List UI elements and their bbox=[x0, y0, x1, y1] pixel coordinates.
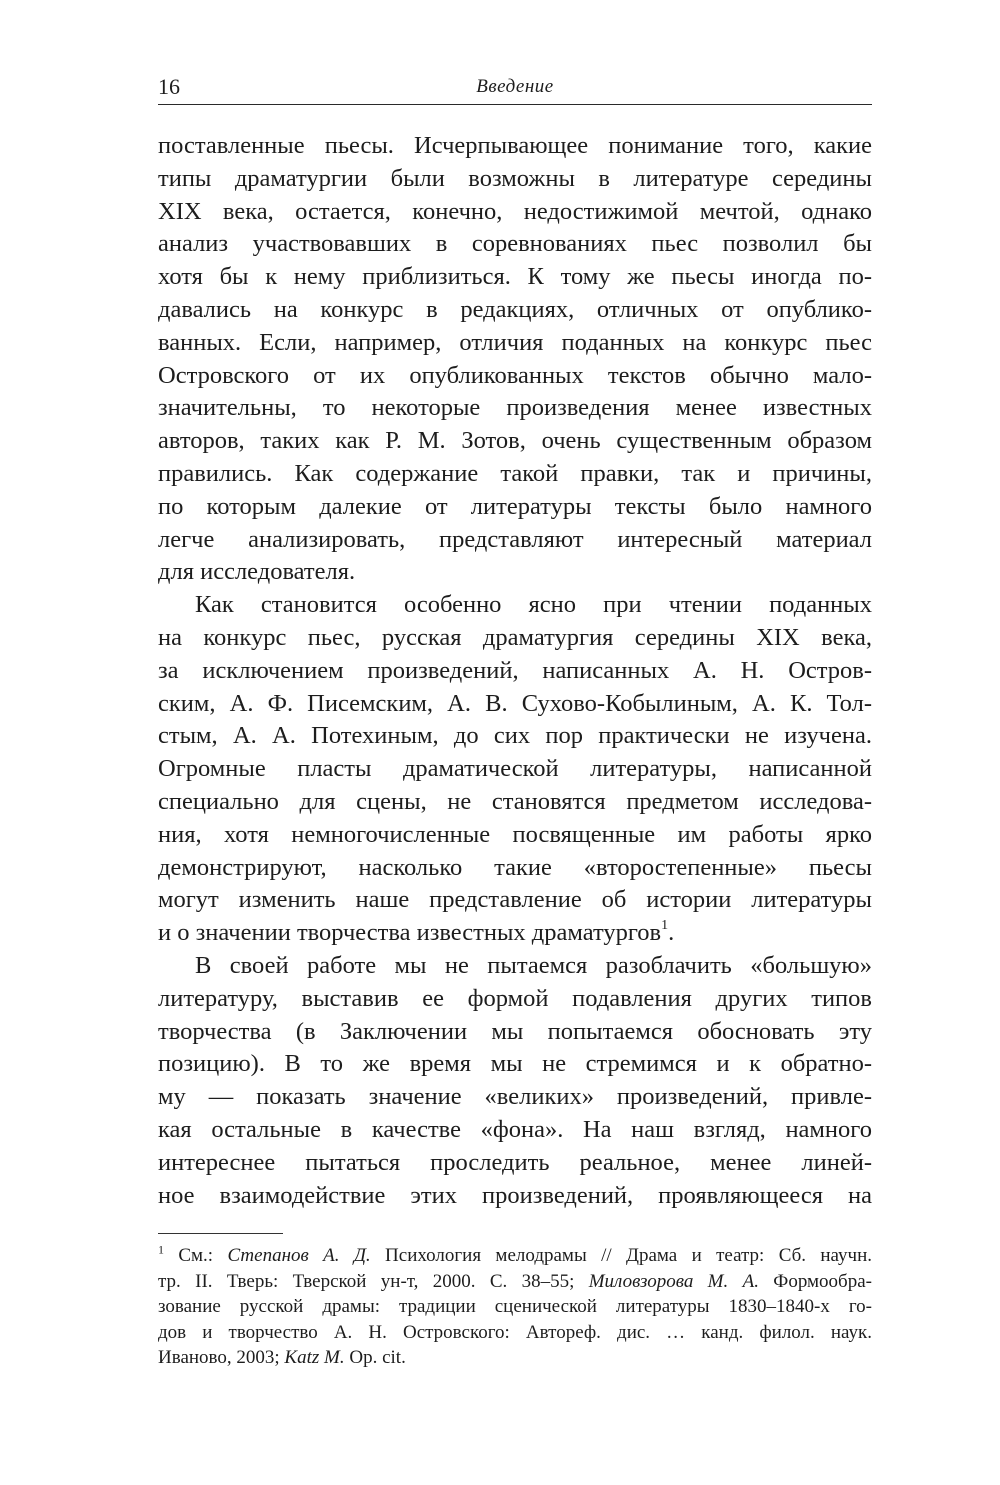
text-line: творчества (в Заключении мы попытаемся обосновать эту bbox=[158, 1017, 872, 1045]
text-line bbox=[158, 917, 872, 950]
footnote-text: Иваново, 2003; bbox=[158, 1347, 285, 1368]
page-number: 16 bbox=[158, 74, 180, 99]
text-line: литературу, выставив ее формой подавления других типов bbox=[158, 984, 872, 1012]
text-line: Островского от их опубликованных текстов обычно мало- bbox=[158, 361, 872, 389]
text-line: анализ участвовавших в соревнованиях пьес позволил бы bbox=[158, 230, 872, 258]
footnote-reference[interactable]: 1 bbox=[661, 917, 669, 933]
footnote-text: См.: bbox=[164, 1245, 228, 1266]
text-line: позицию). В то же время мы не стремимся и к обратно- bbox=[158, 1050, 872, 1078]
text-line: значительны, то некоторые произведения менее известных bbox=[158, 394, 872, 422]
footnote-marker: 1 bbox=[158, 1242, 164, 1257]
body-text bbox=[158, 130, 872, 1212]
text-line: поставленные пьесы. Исчерпывающее понимание того, какие bbox=[158, 132, 872, 159]
text-line: по которым далекие от литературы тексты было намного bbox=[158, 492, 872, 520]
footnote-author: Katz M. bbox=[284, 1347, 345, 1368]
text-line: ским, А. Ф. Писемским, А. В. Сухово-Кобылиным, А. К. Тол- bbox=[158, 689, 872, 717]
text-line: для исследователя. bbox=[158, 558, 356, 586]
text-line: стым, А. А. Потехиным, до сих пор практически не изучена. bbox=[158, 722, 872, 750]
text-line: могут изменить наше представление об истории литературы bbox=[158, 886, 872, 914]
text-line: XIX века, остается, конечно, недостижимой мечтой, однако bbox=[158, 197, 872, 225]
text-line-content: и о значении творчества известных драматургов bbox=[158, 919, 662, 947]
text-line: му — показать значение «великих» произведений, привле- bbox=[158, 1083, 872, 1111]
footnote-text: тр. II. Тверь: Тверской ун-т, 2000. С. 38–55; bbox=[158, 1270, 589, 1292]
text-line: за исключением произведений, написанных А. Н. Остров- bbox=[158, 656, 872, 684]
text-line: типы драматургии были возможны в литературе середины bbox=[158, 164, 872, 192]
text-line: на конкурс пьес, русская драматургия середины XIX века, bbox=[158, 623, 872, 651]
text-line: авторов, таких как Р. М. Зотов, очень существенным образом bbox=[158, 427, 872, 455]
footnote-divider bbox=[158, 1233, 283, 1234]
text-line: легче анализировать, представляют интересный материал bbox=[158, 525, 872, 553]
text-line: В своей работе мы не пытаемся разоблачить «большую» bbox=[195, 951, 872, 979]
footnote-line bbox=[158, 1243, 872, 1269]
footnote bbox=[158, 1243, 872, 1371]
text-line: Огромные пласты драматической литературы, написанной bbox=[158, 755, 872, 783]
text-line: хотя бы к нему приблизиться. К тому же пьесы иногда по- bbox=[158, 263, 872, 291]
footnote-line: дов и творчество А. Н. Островского: Автореф. дис. … канд. филол. наук. bbox=[158, 1321, 872, 1343]
text-line: давались на конкурс в редакциях, отличных от опублико- bbox=[158, 295, 872, 323]
running-title: Введение bbox=[476, 76, 554, 97]
footnote-author: Миловзорова М. А. bbox=[588, 1270, 759, 1292]
text-line: специально для сцены, не становятся предметом исследова- bbox=[158, 787, 872, 815]
footnote-text: Психология мелодрамы // Драма и театр: Сб. научн. bbox=[370, 1245, 872, 1266]
footnote-line: зование русской драмы: традиции сценической литературы 1830–1840-х го- bbox=[158, 1296, 872, 1317]
footnote-line bbox=[158, 1269, 872, 1295]
text-line: правились. Как содержание такой правки, так и причины, bbox=[158, 459, 872, 487]
text-line: ванных. Если, например, отличия поданных на конкурс пьес bbox=[158, 328, 872, 356]
text-line: демонстрируют, насколько такие «второстепенные» пьесы bbox=[158, 853, 872, 881]
page-header bbox=[158, 70, 872, 105]
text-line: ния, хотя немногочисленные посвященные им работы ярко bbox=[158, 820, 872, 848]
footnote-line bbox=[158, 1345, 872, 1371]
text-line: кая остальные в качестве «фона». На наш взгляд, намного bbox=[158, 1115, 872, 1143]
text-line-end: . bbox=[668, 919, 675, 947]
footnote-text: Op. cit. bbox=[344, 1347, 406, 1368]
text-line: ное взаимодействие этих произведений, проявляющееся на bbox=[158, 1181, 872, 1209]
paragraph-1 bbox=[158, 130, 872, 589]
text-line: Как становится особенно ясно при чтении поданных bbox=[195, 591, 872, 619]
paragraph-2 bbox=[158, 589, 872, 950]
footnote-text: Формообра- bbox=[758, 1270, 872, 1292]
footnote-author: Степанов А. Д. bbox=[227, 1245, 371, 1266]
paragraph-3 bbox=[158, 950, 872, 1212]
text-line: интереснее пытаться проследить реальное, менее линей- bbox=[158, 1148, 872, 1176]
